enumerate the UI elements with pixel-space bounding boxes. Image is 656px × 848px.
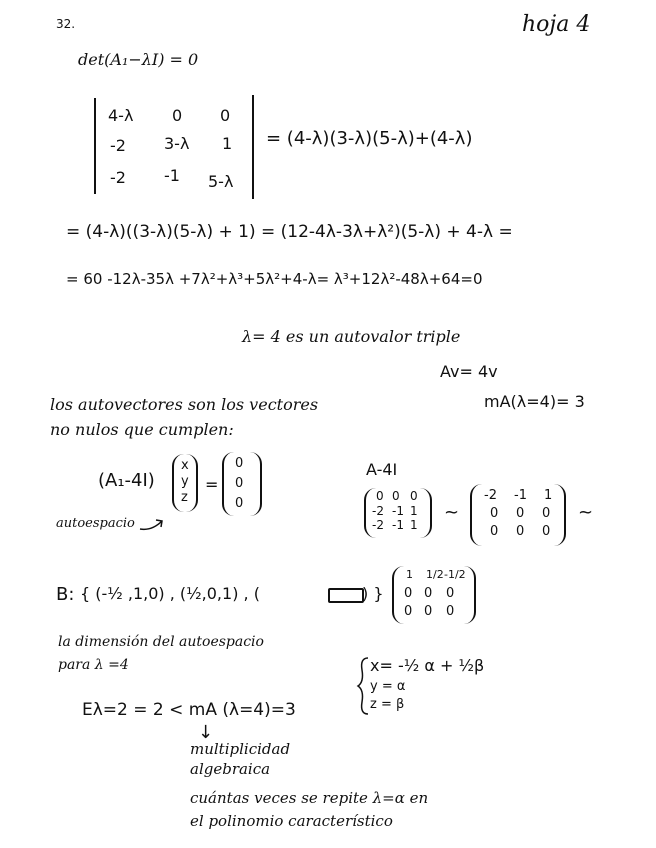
matrix-cell: -1 xyxy=(164,166,180,185)
m3-cell: 0 xyxy=(404,586,413,601)
matrix-cell: 0 xyxy=(220,106,231,125)
expansion-line-3: = 60 -12λ-35λ +7λ²+λ³+5λ²+4-λ= λ³+12λ²-48λ+64=0 xyxy=(66,270,483,288)
m2-cell: 0 xyxy=(516,506,525,521)
basis-close: ) } xyxy=(362,584,384,603)
equals-sign: = xyxy=(205,475,219,494)
m2-cell: 0 xyxy=(490,524,499,539)
m3-cell: 0 xyxy=(424,604,433,619)
matrix-cell: 5-λ xyxy=(208,172,234,191)
m3-cell: 0 xyxy=(446,604,455,619)
m1-cell: -2 xyxy=(372,504,384,518)
matrix-cell: -2 xyxy=(110,136,126,155)
param-y: y = α xyxy=(370,679,406,694)
basis-vectors: { (-½ ,1,0) , (½,0,1) , ( xyxy=(80,584,260,603)
m1-cell: -1 xyxy=(392,504,404,518)
m1-cell: -2 xyxy=(372,518,384,532)
m2-cell: 0 xyxy=(542,506,551,521)
m2-cell: -2 xyxy=(484,488,497,503)
system-lhs: (A₁-4I) xyxy=(98,470,155,491)
m3-paren-left xyxy=(392,566,404,624)
matrix-cell: -2 xyxy=(110,168,126,187)
down-arrow-icon: ↓ xyxy=(198,722,214,743)
reduction-label: A-4I xyxy=(366,460,398,479)
determinant-bar-right xyxy=(252,95,254,199)
arrow-icon xyxy=(138,515,178,535)
determinant-result: = (4-λ)(3-λ)(5-λ)+(4-λ) xyxy=(266,128,473,149)
matrix-cell: 4-λ xyxy=(108,106,134,125)
m3-cell: 1 xyxy=(406,568,413,581)
autovectors-line-2: no nulos que cumplen: xyxy=(50,420,234,439)
matrix-cell: 3-λ xyxy=(164,134,190,153)
dimension-line-2: para λ =4 xyxy=(58,657,129,673)
matrix-cell: 1 xyxy=(222,134,233,153)
note-line-1: cuántas veces se repite λ=α en xyxy=(190,789,429,807)
determinant-equation: det(A₁−λI) = 0 xyxy=(78,50,199,69)
dimension-line-1: la dimensión del autoespacio xyxy=(58,634,264,650)
m1-cell: -1 xyxy=(392,518,404,532)
zero-3: 0 xyxy=(235,496,244,511)
m2-cell: 0 xyxy=(490,506,499,521)
eigenvalue-triple: λ= 4 es un autovalor triple xyxy=(242,327,461,346)
m2-paren-left xyxy=(470,484,482,546)
m1-cell: 0 xyxy=(392,489,400,503)
zero-2: 0 xyxy=(235,476,244,491)
m3-cell: 1/2 xyxy=(426,568,444,581)
m1-cell: 1 xyxy=(410,504,418,518)
m2-paren-right xyxy=(554,484,566,546)
m1-cell: 0 xyxy=(410,489,418,503)
basis-label: B: xyxy=(56,584,75,605)
var-z: z xyxy=(181,490,188,505)
multiplicity-line-2: algebraica xyxy=(190,760,271,778)
m3-cell: 0 xyxy=(424,586,433,601)
m1-cell: 1 xyxy=(410,518,418,532)
tilde-1: ~ xyxy=(444,502,460,523)
m2-cell: 1 xyxy=(544,488,553,503)
empty-vector-box xyxy=(328,588,364,603)
zero-1: 0 xyxy=(235,456,244,471)
m3-cell: -1/2 xyxy=(444,568,466,581)
var-y: y xyxy=(181,474,189,489)
m2-cell: 0 xyxy=(542,524,551,539)
eigenspace-label: autoespacio xyxy=(56,516,135,531)
expansion-line-2: = (4-λ)((3-λ)(5-λ) + 1) = (12-4λ-3λ+λ²)(5-λ) + 4-λ = xyxy=(66,222,513,242)
multiplicity-line-1: multiplicidad xyxy=(190,740,291,758)
zeros-paren-left xyxy=(222,452,234,516)
determinant-bar-left xyxy=(94,98,96,194)
param-x: x= -½ α + ½β xyxy=(370,656,485,675)
m3-cell: 0 xyxy=(404,604,413,619)
m3-cell: 0 xyxy=(446,586,455,601)
m3-paren-right xyxy=(464,566,476,624)
m1-cell: 0 xyxy=(376,489,384,503)
autovectors-line-1: los autovectores son los vectores xyxy=(50,395,319,414)
zeros-paren-right xyxy=(250,452,262,516)
m2-cell: 0 xyxy=(516,524,525,539)
matrix-cell: 0 xyxy=(172,106,183,125)
tilde-2: ~ xyxy=(578,502,594,523)
dimension-inequality: Eλ=2 = 2 < mA (λ=4)=3 xyxy=(82,700,296,720)
m2-cell: -1 xyxy=(514,488,527,503)
algebraic-multiplicity: mA(λ=4)= 3 xyxy=(484,392,585,411)
param-z: z = β xyxy=(370,697,405,712)
av-equation: Av= 4v xyxy=(440,362,498,381)
vars-paren-right xyxy=(186,454,198,512)
note-line-2: el polinomio característico xyxy=(190,812,393,830)
sheet-label: hoja 4 xyxy=(522,12,591,37)
var-x: x xyxy=(181,458,189,473)
problem-number: 32. xyxy=(56,17,76,31)
m1-paren-right xyxy=(420,488,432,538)
